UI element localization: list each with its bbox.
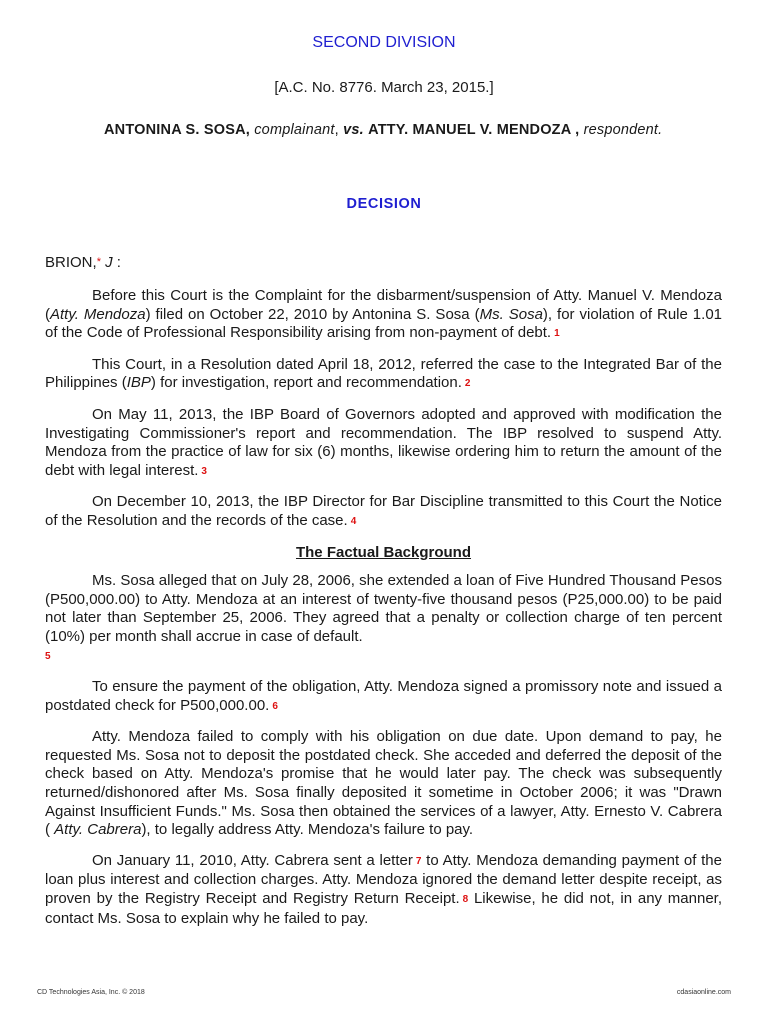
footnote-link[interactable]: 6	[272, 700, 278, 712]
respondent-role: respondent.	[583, 122, 663, 138]
ponente-title: J	[105, 254, 113, 271]
ponente-line	[45, 254, 121, 271]
paragraph-6	[45, 678, 722, 716]
text-italic: Ms. Sosa	[479, 305, 543, 323]
ponente-name: BRION,	[45, 254, 97, 271]
text-italic: Atty. Mendoza	[50, 305, 146, 323]
footnote-link[interactable]: 4	[350, 515, 357, 527]
paragraph-5	[45, 572, 722, 666]
text: On May 11, 2013, the IBP Board of Governors adopted and approved with modification the Investigating Commissioner's report and recommendation. The IBP resolved to suspend Atty. Mendoza from the practice of law for six (6) months, likewise ordering him to return the amount of the debt with legal interest.	[45, 405, 722, 479]
text: to Atty. Mendoza demanding payment of the loan plus interest and collection charges. Atty. Mendoza ignored the demand letter despite receipt, as proven by the Registry Receipt and Registry Return Receipt.	[45, 851, 722, 908]
text: Ms. Sosa alleged that on July 28, 2006, she extended a loan of Five Hundred Thousand Pesos (P500,000.00) to Atty. Mendoza at an interest of twenty-five thousand pesos (P25,000.00) to be paid not later than September 25, 2006. They agreed that a penalty or collection charge of ten percent (10%) per month shall accrue in case of default.	[45, 572, 722, 645]
text: On January 11, 2010, Atty. Cabrera sent a letter	[92, 851, 413, 869]
case-parties: ANTONINA S. SOSA, complainant, vs. ATTY. MANUEL V. MENDOZA , respondent.	[104, 122, 663, 138]
paragraph-2	[45, 356, 722, 394]
section-heading	[45, 544, 722, 563]
text: Atty. Mendoza failed to comply with his obligation on due date. Upon demand to pay, he requested Ms. Sosa not to deposit the postdated check. She acceded and deferred the deposit of the check based on Atty. Mendoza's promise that he would later pay. The check was subsequently returned/dishonored after Ms. Sosa finally deposited it sometime in October 2006; it was "Drawn Against Insufficient Funds." Ms. Sosa then obtained the services of a lawyer, Atty. Ernesto V. Cabrera (	[45, 728, 722, 839]
versus-text: vs.	[343, 122, 364, 138]
text: Before this Court is the Complaint for the disbarment/suspension of Atty. Manuel V. Mendoza (	[45, 287, 722, 323]
footer-site: cdasiaonline.com	[676, 989, 731, 996]
ponente-footnote-marker[interactable]: *	[96, 256, 101, 268]
respondent-name: ATTY. MANUEL V. MENDOZA ,	[368, 122, 580, 138]
complainant-role: complainant	[254, 122, 335, 138]
footnote-link[interactable]: 7	[415, 855, 422, 867]
paragraph-4	[45, 493, 722, 531]
case-citation: [A.C. No. 8776. March 23, 2015.]	[274, 79, 494, 96]
text-italic: Atty. Cabrera	[54, 821, 142, 839]
footnote-link[interactable]: 1	[554, 328, 560, 340]
paragraph-1	[45, 287, 722, 344]
text: To ensure the payment of the obligation, Atty. Mendoza signed a promissory note and issued a postdated check for P500,000.00.	[45, 678, 722, 714]
text: Likewise, he did not, in any manner, contact Ms. Sosa to explain why he failed to pay.	[45, 890, 722, 927]
division-heading: SECOND DIVISION	[312, 34, 456, 51]
footnote-link[interactable]: 8	[462, 894, 469, 906]
decision-body	[45, 287, 722, 940]
text-italic: IBP	[126, 374, 151, 392]
footnote-link[interactable]: 3	[201, 465, 207, 477]
text: ) filed on October 22, 2010 by Antonina S. Sosa (	[145, 305, 480, 323]
footer-copyright: CD Technologies Asia, Inc. © 2018	[37, 989, 145, 996]
paragraph-3	[45, 406, 722, 481]
text: On December 10, 2013, the IBP Director for Bar Discipline transmitted to this Court the Notice of the Resolution and the records of the case.	[45, 493, 722, 529]
text: This Court, in a Resolution dated April 18, 2012, referred the case to the Integrated Bar of the Philippines (	[45, 355, 722, 392]
ponente-colon: :	[112, 254, 121, 271]
paragraph-7	[45, 728, 722, 840]
complainant-name: ANTONINA S. SOSA,	[104, 122, 250, 138]
text: ), for violation of Rule 1.01 of the Code of Professional Responsibility arising from non-payment of debt.	[45, 305, 722, 342]
footnote-link[interactable]: 2	[464, 378, 471, 390]
text: ) for investigation, report and recommendation.	[150, 374, 462, 392]
section-heading-text: The Factual Background	[295, 543, 472, 561]
decision-title: DECISION	[346, 196, 422, 212]
footnote-link[interactable]: 5	[45, 650, 51, 662]
text: ), to legally address Atty. Mendoza's failure to pay.	[141, 821, 474, 839]
paragraph-8	[45, 852, 722, 928]
